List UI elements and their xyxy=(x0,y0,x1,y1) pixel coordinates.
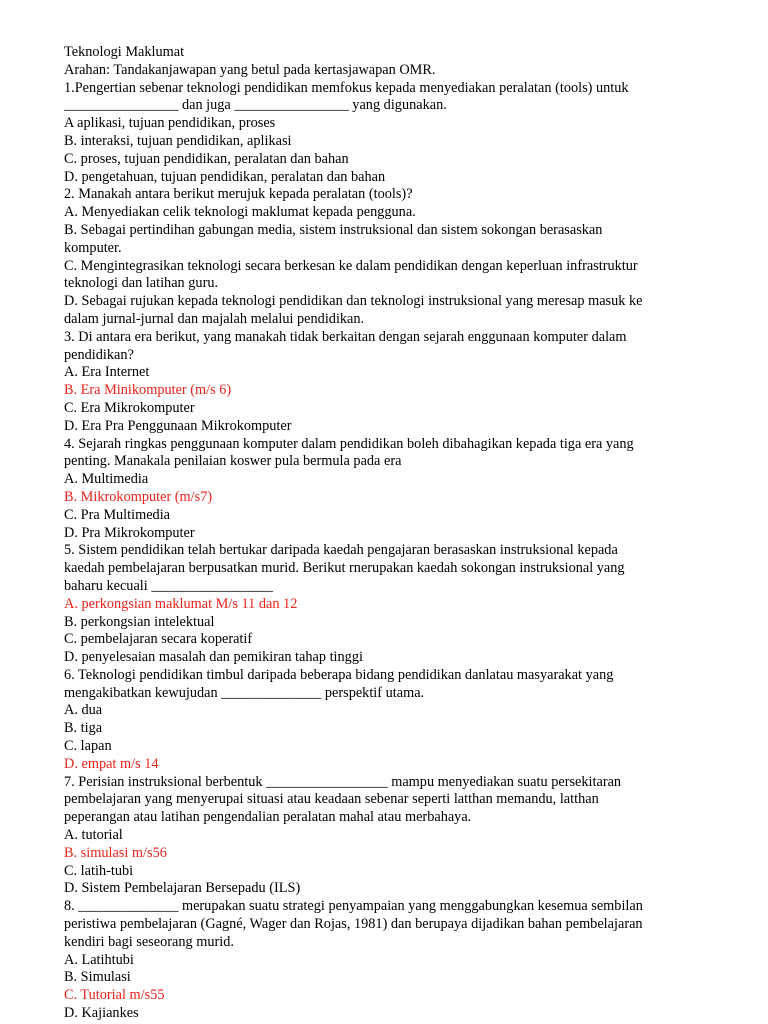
text-line: 4. Sejarah ringkas penggunaan komputer dalam pendidikan boleh dibahagikan kepada tiga era yang xyxy=(64,435,634,452)
question-list xyxy=(64,80,704,1023)
text-line: 3. Di antara era berikut, yang manakah tidak berkaitan dengan sejarah enggunaan komputer dalam xyxy=(64,328,627,345)
text-line: 8. ______________ merupakan suatu strategi penyampaian yang menggabungkan kesemua sembilan xyxy=(64,898,643,915)
text-line: peperangan atau latihan pengendalian peralatan mahal atau merbahaya. xyxy=(64,809,472,826)
text-line: A. Era Internet xyxy=(64,364,150,381)
text-line: A. Menyediakan celik teknologi maklumat kepada pengguna. xyxy=(64,204,416,221)
text-line: mengakibatkan kewujudan ______________ perspektif utama. xyxy=(64,684,425,701)
text-line: C. Pra Multimedia xyxy=(64,506,171,523)
text-line: B. tiga xyxy=(64,720,103,737)
text-line: 5. Sistem pendidikan telah bertukar daripada kaedah pengajaran berasaskan instruksional kepada xyxy=(64,542,618,559)
answer-key-line: A. perkongsian maklumat M/s 11 dan 12 xyxy=(64,595,298,612)
text-line: kaedah pembelajaran berpusatkan murid. Berikut rnerupakan kaedah sokongan instruksional yang xyxy=(64,560,625,577)
text-line: 7. Perisian instruksional berbentuk _________________ mampu menyediakan suatu persekitaran xyxy=(64,773,622,790)
text-line: C. lapan xyxy=(64,738,112,755)
text-line: 1.Pengertian sebenar teknologi pendidikan memfokus kepada menyediakan peralatan (tools) untuk xyxy=(64,79,629,96)
text-line: A. tutorial xyxy=(64,827,123,844)
text-line: B. Sebagai pertindihan gabungan media, sistem instruksional dan sistem sokongan berasaskan xyxy=(64,221,603,238)
text-line: pendidikan? xyxy=(64,346,134,363)
instruction-text: Arahan: Tandakanjawapan yang betul pada kertasjawapan OMR. xyxy=(64,61,436,78)
answer-key-line: B. Era Minikomputer (m/s 6) xyxy=(64,382,232,399)
text-line: ________________ dan juga ________________ yang digunakan. xyxy=(64,97,447,114)
text-line: baharu kecuali _________________ xyxy=(64,577,273,594)
text-line: B. interaksi, tujuan pendidikan, aplikasi xyxy=(64,132,292,149)
text-line: A. Multimedia xyxy=(64,471,149,488)
answer-key-line: C. Tutorial m/s55 xyxy=(64,987,165,1004)
text-line: dalam jurnal-jurnal dan majalah melalui pendidikan. xyxy=(64,310,365,327)
text-line: C. Era Mikrokomputer xyxy=(64,399,195,416)
document-page xyxy=(64,44,704,1023)
text-line: D. pengetahuan, tujuan pendidikan, peralatan dan bahan xyxy=(64,168,386,185)
text-line: 6. Teknologi pendidikan timbul daripada beberapa bidang pendidikan danlatau masyarakat yang xyxy=(64,666,614,683)
text-line: A. Latihtubi xyxy=(64,951,134,968)
text-line: D. Kajiankes xyxy=(64,1005,139,1022)
answer-key-line: D. empat m/s 14 xyxy=(64,755,159,772)
text-line: D. penyelesaian masalah dan pemikiran tahap tinggi xyxy=(64,649,363,666)
text-line: D. Sistem Pembelajaran Bersepadu (ILS) xyxy=(64,880,301,897)
text-line: D. Era Pra Penggunaan Mikrokomputer xyxy=(64,417,292,434)
text-line: D. Sebagai rujukan kepada teknologi pendidikan dan teknologi instruksional yang meresap masuk ke xyxy=(64,293,643,310)
text-line: D. Pra Mikrokomputer xyxy=(64,524,195,541)
text-line: penting. Manakala penilaian koswer pula bermula pada era xyxy=(64,453,402,470)
text-line: C. pembelajaran secara koperatif xyxy=(64,631,253,648)
answer-key-line: B. simulasi m/s56 xyxy=(64,844,167,861)
text-line: 2. Manakah antara berikut merujuk kepada peralatan (tools)? xyxy=(64,186,413,203)
text-line: komputer. xyxy=(64,239,122,256)
text-line: pembelajaran yang menyerupai situasi atau keadaan sebenar seperti latthan memandu, latthan xyxy=(64,791,599,808)
answer-key-line: B. Mikrokomputer (m/s7) xyxy=(64,488,213,505)
text-line: B. Simulasi xyxy=(64,969,131,986)
text-line: C. Mengintegrasikan teknologi secara berkesan ke dalam pendidikan dengan keperluan infrastruktur xyxy=(64,257,638,274)
text-line: C. proses, tujuan pendidikan, peralatan dan bahan xyxy=(64,150,349,167)
text-line: A aplikasi, tujuan pendidikan, proses xyxy=(64,115,276,132)
document-title: Teknologi Maklumat xyxy=(64,44,185,60)
text-line: kendiri bagi seseorang murid. xyxy=(64,933,234,950)
text-line: B. perkongsian intelektual xyxy=(64,613,215,630)
text-line: peristiwa pembelajaran (Gagné, Wager dan Rojas, 1981) dan berupaya dijadikan bahan pembelajaran xyxy=(64,916,643,933)
text-line: teknologi dan latihan guru. xyxy=(64,275,219,292)
text-line: A. dua xyxy=(64,702,103,719)
text-line: C. latih-tubi xyxy=(64,862,134,879)
